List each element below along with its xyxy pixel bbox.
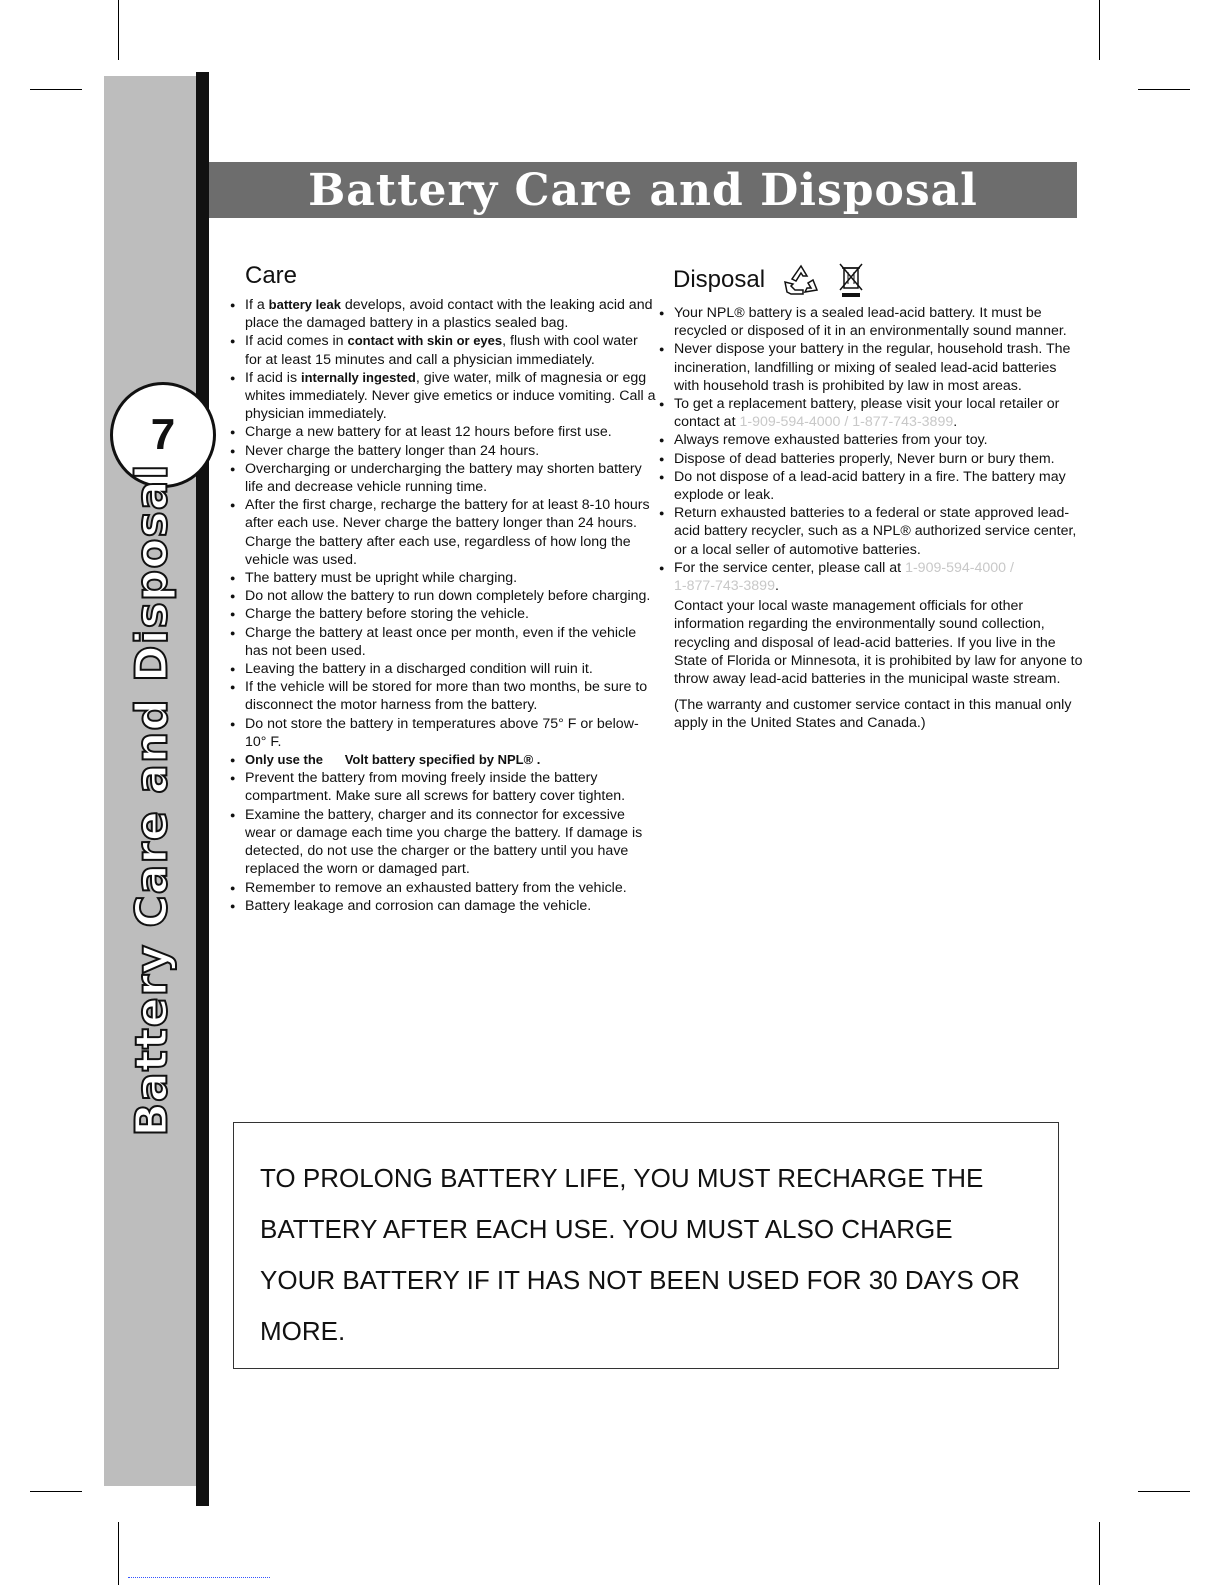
- disposal-section: [659, 262, 1084, 733]
- crossed-bin-icon: [837, 262, 865, 298]
- list-item: ● Only use the Volt battery specified by NPL® .: [230, 751, 658, 769]
- list-item: ● For the service center, please call at 1-909-594-4000 / 1-877-743-3899.: [659, 559, 1084, 595]
- list-item: ● Your NPL® battery is a sealed lead-acid battery. It must be recycled or disposed of it in an environmentally sound manner.: [659, 304, 1084, 340]
- list-item: ● Examine the battery, charger and its connector for excessive wear or damage each time you charge the battery. If damage is detected, do not use the charger or the battery until you have replaced the worn or damaged part.: [230, 806, 658, 879]
- crop-mark: [1138, 89, 1190, 90]
- list-item: ● If the vehicle will be stored for more than two months, be sure to disconnect the motor harness from the battery.: [230, 678, 658, 714]
- crop-mark: [118, 0, 119, 60]
- list-item: ● If a battery leak develops, avoid contact with the leaking acid and place the damaged battery in a plastics sealed bag.: [230, 296, 658, 332]
- contact-paragraph: Contact your local waste management officials for other information regarding the environmentally sound collection, recycling and disposal of lead-acid batteries. If you live in the State of Florida or Minnesota, it is prohibited by law for anyone to throw away lead-acid batteries in the municipal waste stream.: [674, 598, 1083, 688]
- crop-mark: [1099, 1522, 1100, 1585]
- disposal-heading-row: [673, 262, 1084, 298]
- chapter-number: 7: [150, 410, 176, 459]
- care-heading: Care: [245, 262, 298, 289]
- care-section: [230, 262, 658, 915]
- sidebar-bar: [196, 72, 209, 1506]
- crop-mark: [30, 1491, 82, 1492]
- list-item: ● Leaving the battery in a discharged condition will ruin it.: [230, 660, 658, 678]
- list-item: ● Never charge the battery longer than 24 hours.: [230, 442, 658, 460]
- list-item: ● Do not store the battery in temperatures above 75° F or below-10° F.: [230, 715, 658, 751]
- crop-mark: [30, 89, 82, 90]
- list-item: ● Do not allow the battery to run down completely before charging.: [230, 587, 658, 605]
- list-item: ● Charge a new battery for at least 12 hours before first use.: [230, 423, 658, 441]
- disposal-list: [659, 304, 1084, 595]
- list-item: ● Overcharging or undercharging the battery may shorten battery life and decrease vehicle running time.: [230, 460, 658, 496]
- notice-text: TO PROLONG BATTERY LIFE, YOU MUST RECHARGE THE BATTERY AFTER EACH USE. YOU MUST ALSO CHARGE YOUR BATTERY IF IT HAS NOT BEEN USED FOR 30 DAYS OR MORE.: [260, 1163, 1020, 1346]
- list-item: ● The battery must be upright while charging.: [230, 569, 658, 587]
- list-item: ● Remember to remove an exhausted battery from the vehicle.: [230, 879, 658, 897]
- list-item: ● Charge the battery at least once per month, even if the vehicle has not been used.: [230, 624, 658, 660]
- phone-number: 1-909-594-4000 /: [905, 559, 1014, 576]
- warranty-note: (The warranty and customer service contact in this manual only apply in the United States and Canada.): [674, 697, 1072, 732]
- list-item: ● Do not dispose of a lead-acid battery in a fire. The battery may explode or leak.: [659, 468, 1084, 504]
- page-title: Battery Care and Disposal: [308, 164, 978, 216]
- list-item: ● If acid comes in contact with skin or eyes, flush with cool water for at least 15 minutes and call a physician immediately.: [230, 332, 658, 368]
- recycle-icon: [783, 264, 819, 296]
- list-item: ● If acid is internally ingested, give water, milk of magnesia or egg whites immediately. Never give emetics or induce vomiting. Call a physician immediately.: [230, 369, 658, 424]
- crop-mark: [1099, 0, 1100, 60]
- side-title: Battery Care and Disposal: [126, 463, 178, 1137]
- phone-number: 1-877-743-3899: [674, 578, 775, 595]
- list-item: ● Never dispose your battery in the regular, household trash. The incineration, landfilling or mixing of sealed lead-acid batteries with household trash is prohibited by law in most areas.: [659, 340, 1084, 395]
- list-item: ● Prevent the battery from moving freely inside the battery compartment. Make sure all screws for battery cover tighten.: [230, 769, 658, 805]
- title-banner: [209, 162, 1077, 218]
- list-item: ● To get a replacement battery, please visit your local retailer or contact at 1-909-594-4000 / 1-877-743-3899.: [659, 395, 1084, 431]
- crop-mark: [1138, 1491, 1190, 1492]
- list-item: ● Dispose of dead batteries properly, Never burn or bury them.: [659, 450, 1084, 468]
- list-item: ● Charge the battery before storing the vehicle.: [230, 605, 658, 623]
- phone-number: 1-909-594-4000 / 1-877-743-3899: [739, 414, 954, 431]
- disposal-heading: Disposal: [673, 266, 766, 293]
- notice-box: [233, 1122, 1059, 1369]
- care-list: [230, 296, 658, 915]
- crop-mark: [118, 1522, 119, 1585]
- footer-dotted-line: [128, 1577, 270, 1579]
- list-item: ● Battery leakage and corrosion can damage the vehicle.: [230, 897, 658, 915]
- list-item: ● Always remove exhausted batteries from your toy.: [659, 431, 1084, 449]
- list-item: ● Return exhausted batteries to a federal or state approved lead-acid battery recycler, such as a NPL® authorized service center, or a local seller of automotive batteries.: [659, 504, 1084, 559]
- list-item: ● After the first charge, recharge the battery for at least 8-10 hours after each use. Never charge the battery longer than 24 hours. Charge the battery after each use, regardless of how long the vehicle was used.: [230, 496, 658, 569]
